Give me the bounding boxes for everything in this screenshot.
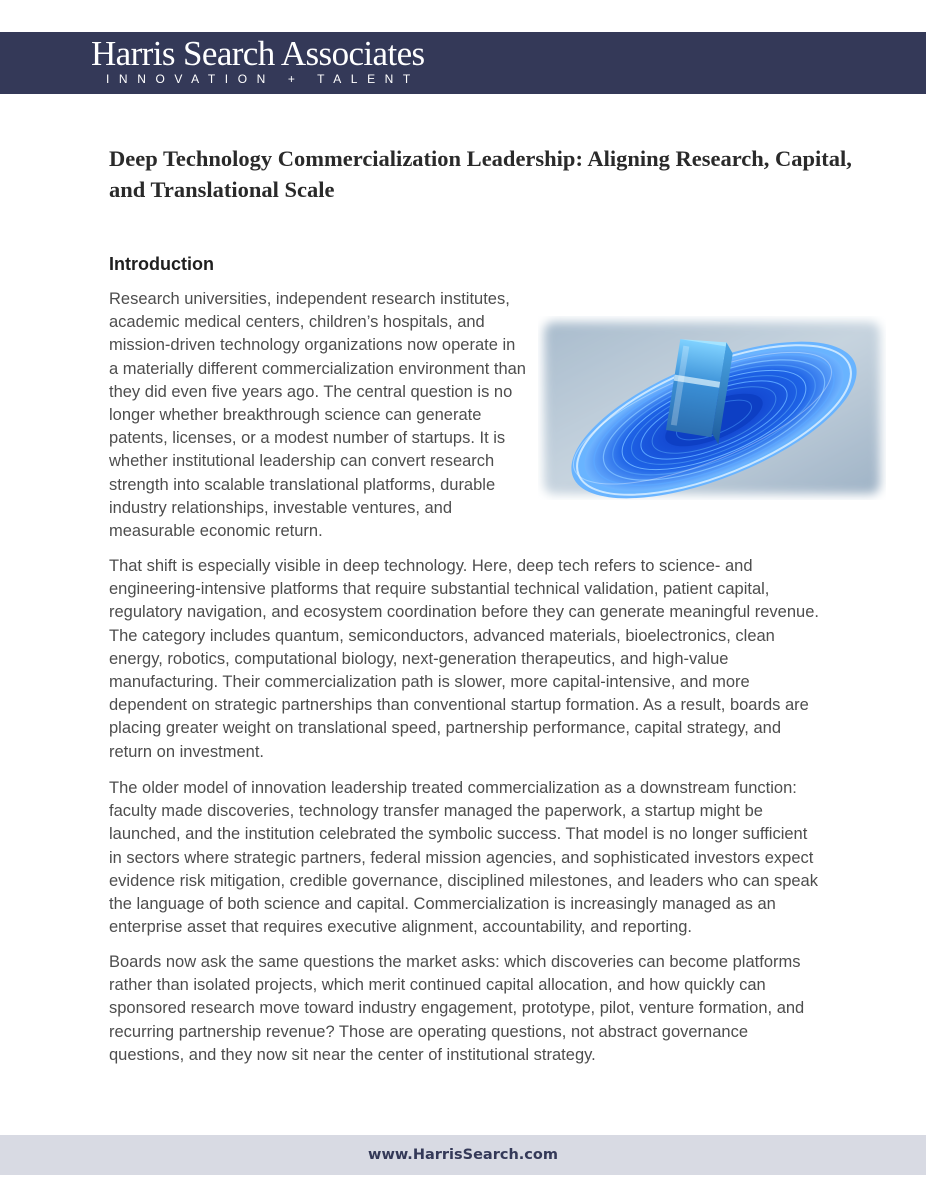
brand-name: Harris Search Associates	[91, 34, 425, 73]
paragraph-2: That shift is especially visible in deep technology. Here, deep tech refers to science- and engineering-intensive platforms that require substantial technical validation, patient capital, regulatory navigation, and ecosystem coordination before they can generate meaningful revenue. The category includes quantum, semiconductors, advanced materials, bioelectronics, clean energy, robotics, computational biology, next-generation therapeutics, and high-value manufacturing. Their commercialization path is slower, more capital-intensive, and more dependent on strategic partnerships than conventional startup formation. As a result, boards are placing greater weight on translational speed, partnership performance, capital strategy, and return on investment.	[109, 557, 819, 761]
paragraph-1: Research universities, independent research institutes, academic medical centers, children’s hospitals, and mission-driven technology organizations now operate in a materially different commercialization environment than they did even five years ago. The central question is no longer whether breakthrough science can generate patents, licenses, or a modest number of startups. It is whether institutional leadership can convert research strength into scalable translational platforms, durable industry relationships, investable ventures, and measurable economic return.	[109, 290, 526, 541]
paragraph-4: Boards now ask the same questions the market asks: which discoveries can become platforms rather than isolated projects, which merit continued capital allocation, and how quickly can sponsored research move toward industry engagement, prototype, pilot, venture formation, and recurring partnership revenue? Those are operating questions, not abstract governance questions, and they now sit near the center of institutional strategy.	[109, 953, 805, 1064]
paragraph-3: The older model of innovation leadership treated commercialization as a downstream function: faculty made discoveries, technology transfer managed the paperwork, a startup might be launched, and the institution celebrated the symbolic success. That model is no longer sufficient in sectors where strategic partners, federal mission agencies, and sophisticated investors expect evidence risk mitigation, credible governance, disciplined milestones, and leaders who can speak the language of both science and capital. Commercialization is increasingly managed as an enterprise asset that requires executive alignment, accountability, and reporting.	[109, 779, 818, 937]
brand-tagline: INNOVATION + TALENT	[106, 72, 420, 86]
footer-website-link[interactable]: www.HarrisSearch.com	[368, 1147, 558, 1163]
section-heading-introduction: Introduction	[109, 254, 214, 274]
deep-tech-illustration	[538, 316, 886, 500]
document-title: Deep Technology Commercialization Leadership: Aligning Research, Capital, and Translational Scale	[109, 146, 852, 202]
